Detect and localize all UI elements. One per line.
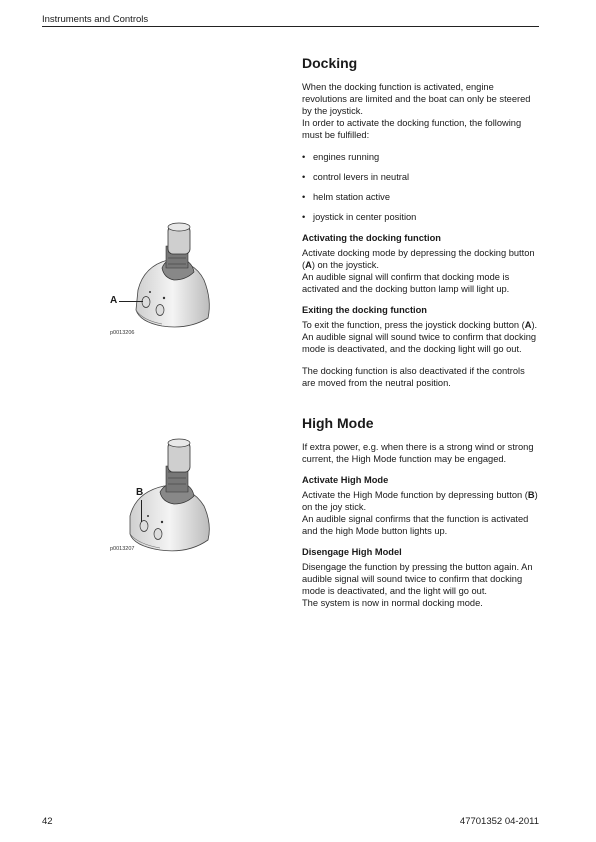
button-ref: A [305, 260, 312, 270]
subsection-title: Disengage High Model [302, 547, 402, 557]
joystick-illustration [108, 218, 228, 338]
button-ref: B [527, 490, 535, 500]
text: Activate docking mode by depressing the docking button ( [302, 248, 535, 270]
list-item: • helm station active [302, 191, 540, 203]
callout-a: A [110, 295, 118, 306]
section-title: Docking [302, 55, 358, 71]
paragraph [302, 319, 540, 355]
callout-b: B [136, 487, 144, 498]
paragraph: Disengage the function by pressing the button again. An audible signal will sound twice to confirm that docking mode is deactivated, and the light will go out. [302, 562, 533, 596]
paragraph: An audible signal will confirm that docking mode is activated and the docking button lamp will light up. [302, 272, 510, 294]
figure-joystick-a [108, 218, 228, 338]
text: ) on the joystick. [311, 260, 379, 270]
subsection-title: Activating the docking function [302, 233, 441, 243]
paragraph: The system is now in normal docking mode. [302, 598, 483, 608]
subsection-title: Activate High Mode [302, 475, 389, 485]
document-reference: 47701352 04-2011 [459, 816, 539, 827]
list-item: • control levers in neutral [302, 171, 540, 183]
subsection-title: Exiting the docking function [302, 305, 427, 315]
callout-b-line [141, 500, 142, 522]
page-number: 42 [42, 816, 53, 827]
paragraph: In order to activate the docking function, the following must be fulfilled: [302, 118, 522, 140]
text: ). An audible signal will sound twice to confirm that docking mode is deactivated, and the docking light will go out. [302, 320, 538, 354]
text: Activate the High Mode function by depressing button ( [302, 490, 528, 500]
conditions-list [302, 151, 540, 223]
paragraph: An audible signal confirms that the function is activated and the high Mode button lights up. [302, 514, 529, 536]
button-ref: A [524, 320, 532, 330]
section-high-mode [302, 414, 540, 609]
header-rule [42, 26, 539, 27]
header-title: Instruments and Controls [42, 14, 149, 25]
list-item: • joystick in center position [302, 211, 540, 223]
paragraph: When the docking function is activated, engine revolutions are limited and the boat can only be steered by the joystick. [302, 82, 531, 116]
paragraph: If extra power, e.g. when there is a strong wind or strong current, the High Mode function may be engaged. [302, 442, 534, 464]
text: ) on the joy stick. [302, 490, 538, 512]
paragraph: The docking function is also deactivated if the controls are moved from the neutral position. [302, 366, 525, 388]
joystick-illustration [108, 436, 228, 556]
section-docking [302, 54, 540, 389]
paragraph [302, 247, 540, 271]
list-item: • engines running [302, 151, 540, 163]
figure-id: p0013207 [110, 546, 135, 552]
figure-id: p0013206 [110, 330, 135, 336]
section-title: High Mode [302, 415, 374, 431]
paragraph [302, 489, 540, 513]
callout-a-line [119, 301, 143, 302]
figure-joystick-b [108, 436, 228, 556]
text: To exit the function, press the joystick docking button ( [302, 320, 525, 330]
